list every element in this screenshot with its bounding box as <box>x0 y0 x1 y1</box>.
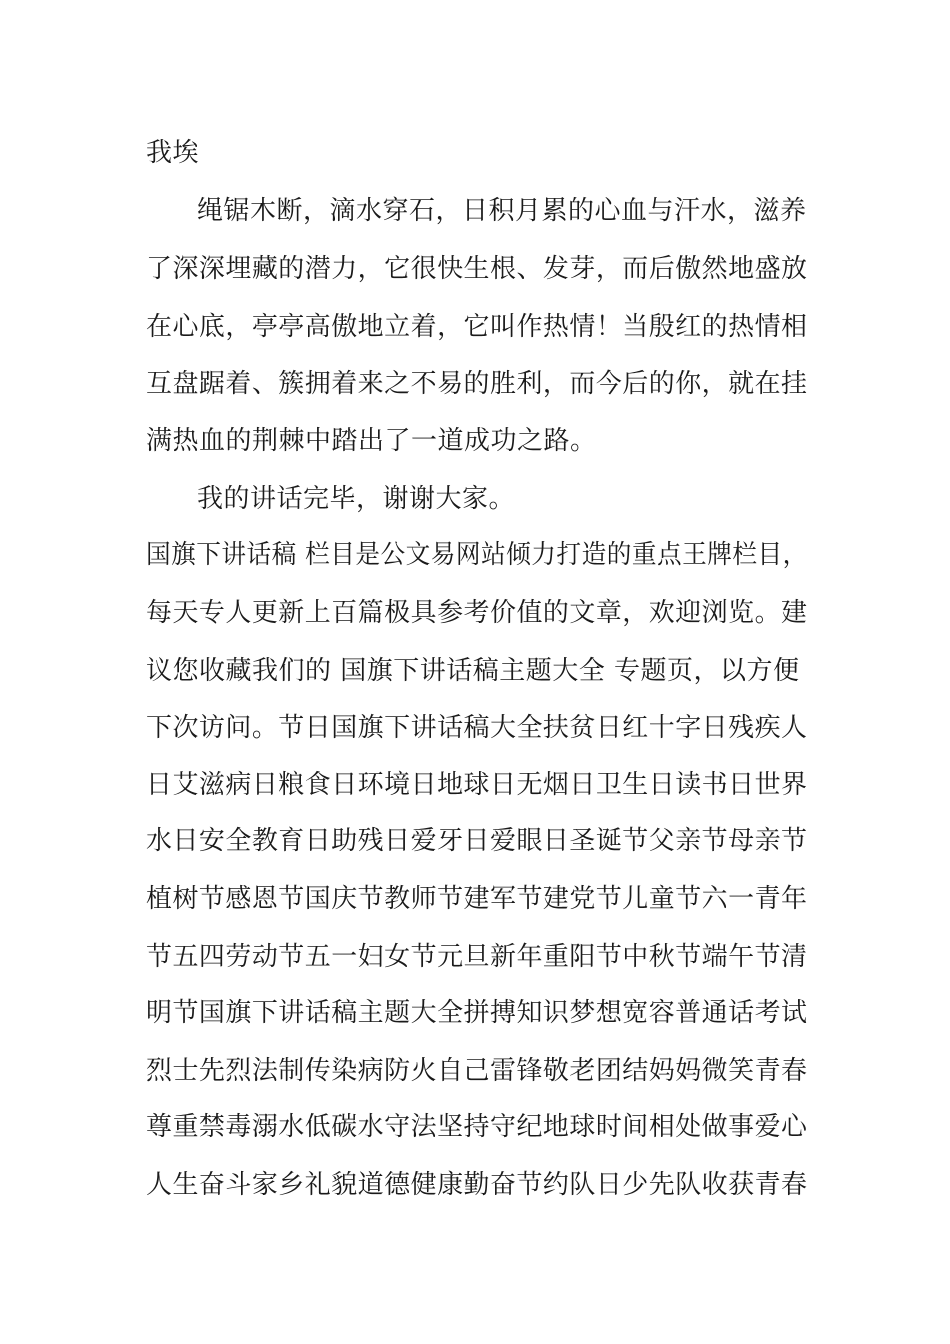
text-line-17: 烈士先烈法制传染病防火自己雷锋敬老团结妈妈微笑青春 <box>146 1056 808 1086</box>
text-line-7: 我的讲话完毕，谢谢大家。 <box>197 484 516 514</box>
text-line-5: 互盘踞着、簇拥着来之不易的胜利，而今后的你，就在挂 <box>146 369 808 399</box>
text-line-2: 绳锯木断，滴水穿石，日积月累的心血与汗水，滋养 <box>197 196 807 226</box>
text-line-10: 议您收藏我们的 国旗下讲话稿主题大全 专题页，以方便 <box>146 656 800 686</box>
text-line-9: 每天专人更新上百篇极具参考价值的文章，欢迎浏览。建 <box>146 598 808 628</box>
text-line-6: 满热血的荆棘中踏出了一道成功之路。 <box>146 426 597 456</box>
text-line-13: 水日安全教育日助残日爱牙日爱眼日圣诞节父亲节母亲节 <box>146 826 808 856</box>
text-line-1: 我埃 <box>146 138 200 168</box>
text-line-12: 日艾滋病日粮食日环境日地球日无烟日卫生日读书日世界 <box>146 770 808 800</box>
text-line-16: 明节国旗下讲话稿主题大全拼搏知识梦想宽容普通话考试 <box>146 998 808 1028</box>
text-line-14: 植树节感恩节国庆节教师节建军节建党节儿童节六一青年 <box>146 884 808 914</box>
text-line-19: 人生奋斗家乡礼貌道德健康勤奋节约队日少先队收获青春 <box>146 1170 808 1200</box>
text-line-8: 国旗下讲话稿 栏目是公文易网站倾力打造的重点王牌栏目， <box>146 540 808 570</box>
text-line-11: 下次访问。节日国旗下讲话稿大全扶贫日红十字日残疾人 <box>146 713 808 743</box>
text-line-3: 了深深埋藏的潜力，它很快生根、发芽，而后傲然地盛放 <box>146 254 808 284</box>
text-line-18: 尊重禁毒溺水低碳水守法坚持守纪地球时间相处做事爱心 <box>146 1112 808 1142</box>
text-line-4: 在心底，亭亭高傲地立着，它叫作热情！当殷红的热情相 <box>146 312 808 342</box>
text-line-15: 节五四劳动节五一妇女节元旦新年重阳节中秋节端午节清 <box>146 942 808 972</box>
